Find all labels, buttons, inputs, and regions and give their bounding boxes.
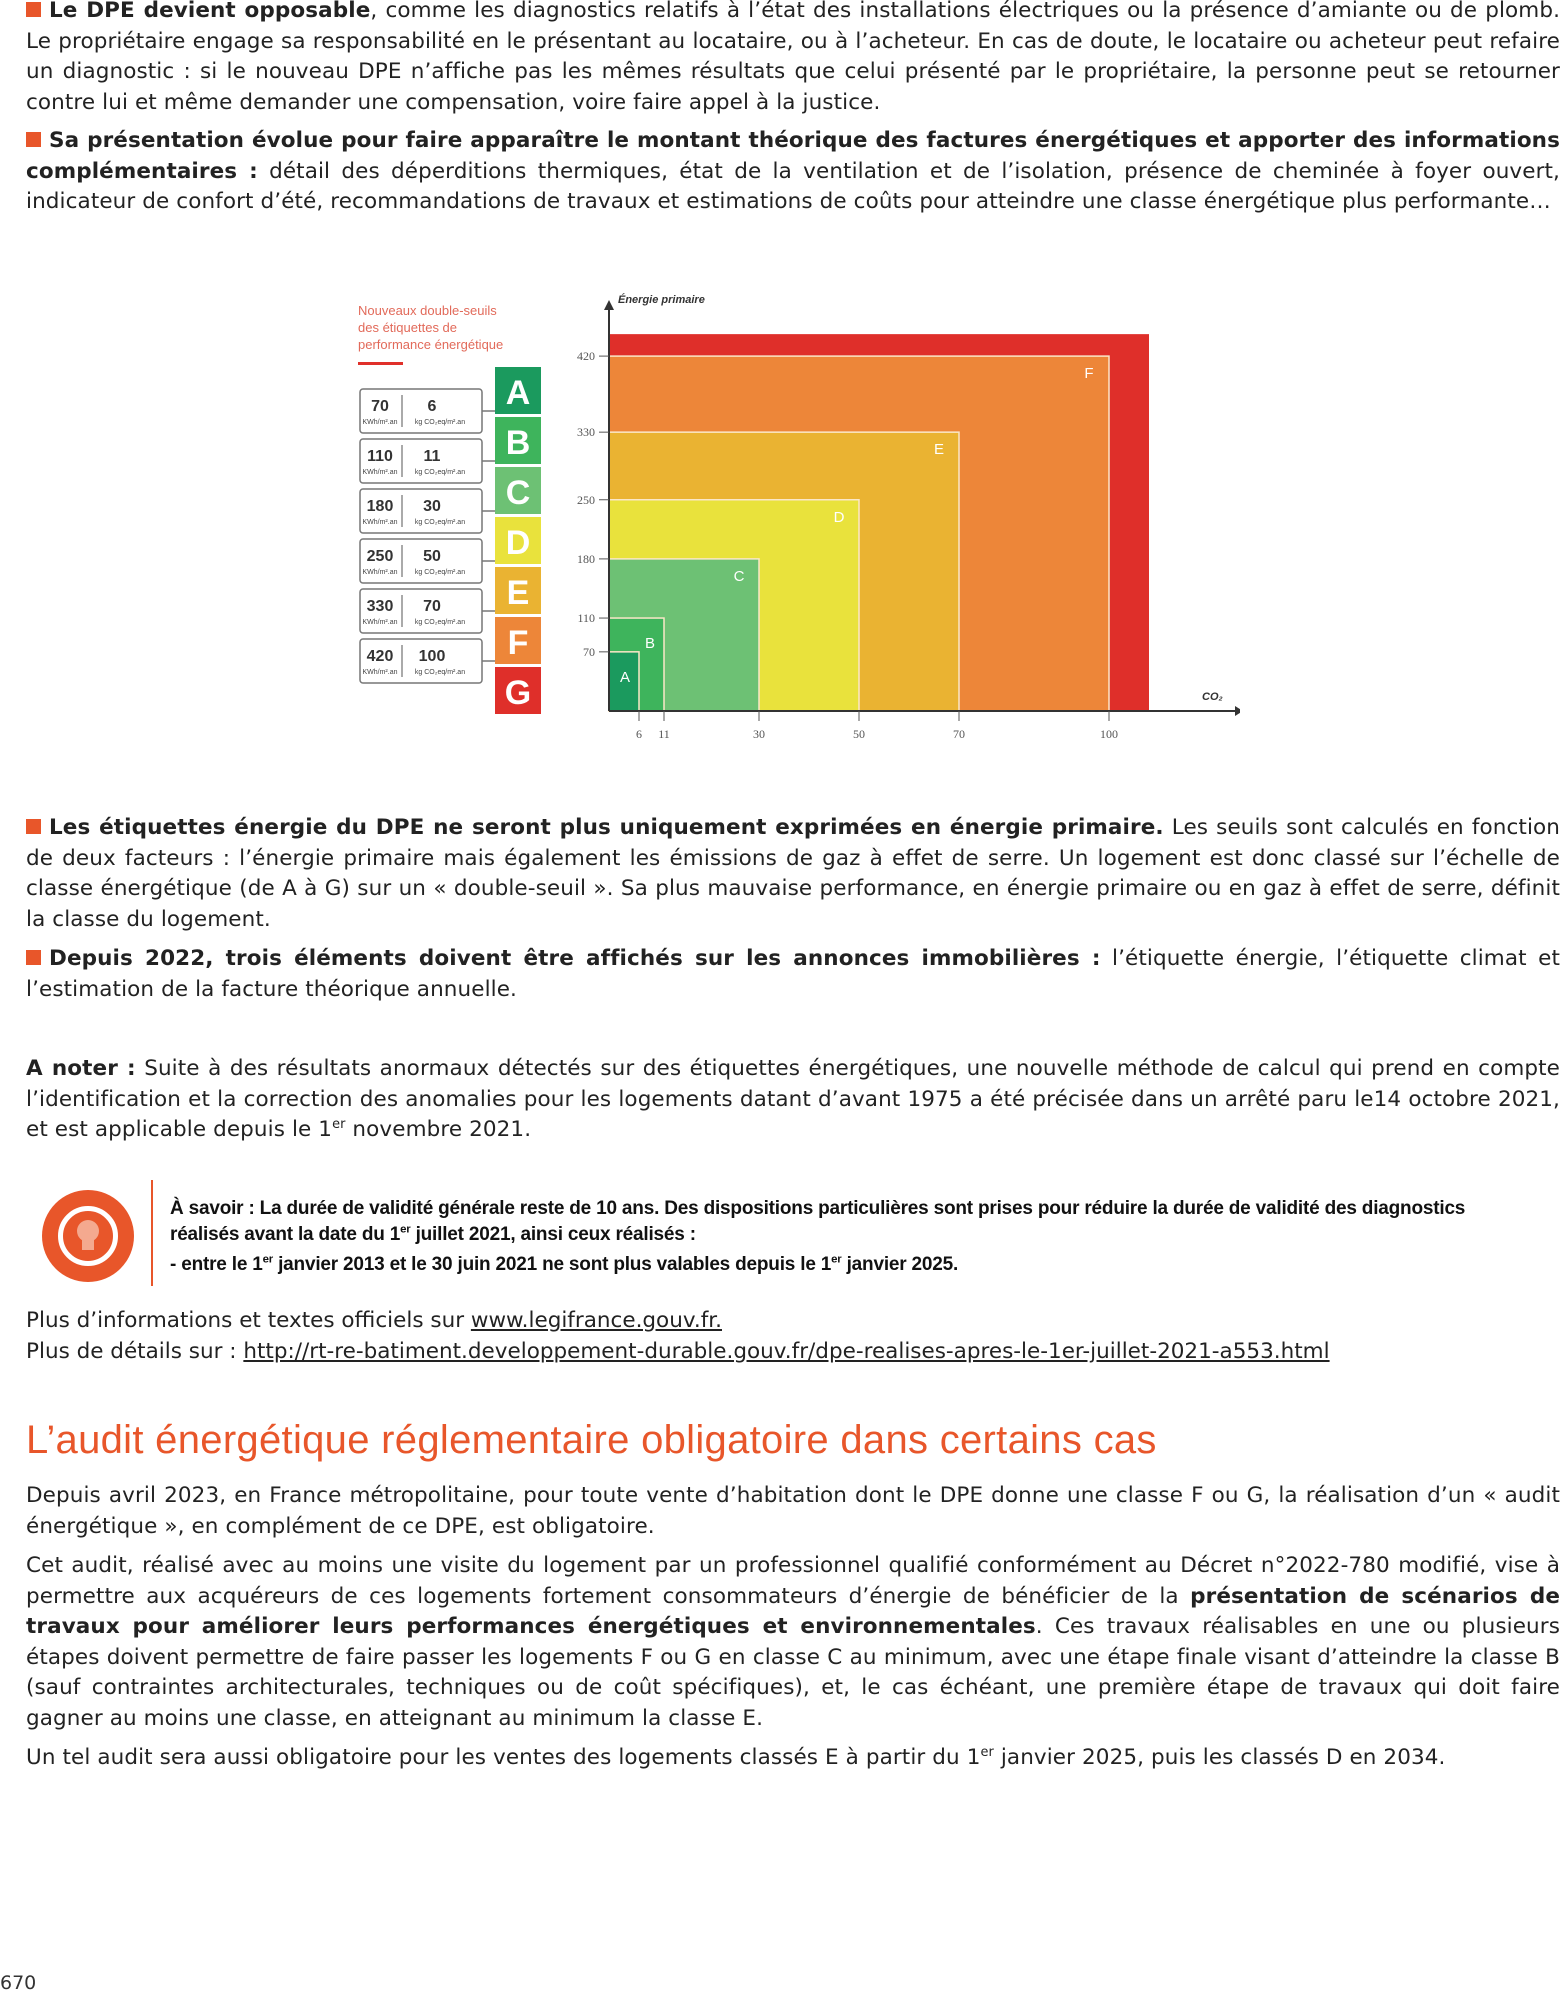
bullet-square-icon: [26, 950, 41, 965]
energy-unit: KWh/m².an: [362, 569, 398, 576]
co2-threshold: 100: [418, 648, 446, 665]
audit-paragraph: Depuis avril 2023, en France métropolitaine, pour toute vente d’habitation dont le DPE donne une classe F ou G, la réalisation d’un « audit énergétique », en complément de ce DPE, est obligatoire.: [26, 1483, 1560, 1539]
area-label-C: C: [733, 567, 745, 585]
x-tick-label: 11: [658, 727, 670, 741]
divider: [151, 1180, 153, 1286]
area-label-B: B: [644, 635, 656, 653]
x-tick-label: 6: [636, 727, 642, 741]
bullet-square-icon: [26, 2, 41, 17]
co2-threshold: 50: [423, 548, 441, 565]
energy-unit: KWh/m².an: [362, 519, 398, 526]
a-savoir-box: [40, 1180, 1520, 1286]
section-heading: L’audit énergétique réglementaire obligatoire dans certains cas: [26, 1418, 1157, 1462]
y-tick-label: 330: [577, 425, 595, 440]
legifrance-link[interactable]: www.legifrance.gouv.fr.: [470, 1308, 722, 1333]
audit-paragraph: Cet audit, réalisé avec au moins une visite du logement par un professionnel qualifié conformément au Décret n°2022-780 modifié, vise à permettre aux acquéreurs de ces logements fortement consommateurs d’énergie de bénéficier de la présentation de scénarios de travaux pour améliorer leurs performances énergétiques et environnementales. Ces travaux réalisables en une ou plusieurs étapes doivent permettre de faire passer les logements F ou G en classe C au minimum, avec une étape finale visant d’atteindre la classe B (sauf contraintes architecturales, techniques ou de coût spécifiques), et, le cas échéant, une première étape de travaux qui doit faire gagner au moins une classe, en atteignant au minimum la classe E.: [26, 1553, 1560, 1731]
legend-title: des étiquettes de: [358, 320, 458, 335]
co2-threshold: 6: [427, 398, 437, 415]
y-tick-label: 70: [583, 644, 595, 659]
energy-unit: KWh/m².an: [362, 669, 398, 676]
y-tick-label: 180: [577, 551, 595, 566]
paragraph-a-noter: A noter : Suite à des résultats anormaux détectés sur des étiquettes énergétiques, une nouvelle méthode de calcul qui prend en compte l’identification et la correction des anomalies pour les logements datant d’avant 1975 a été précisée dans un arrêté paru le14 octobre 2021, et est applicable depuis le 1er novembre 2021.: [26, 1056, 1560, 1142]
legend-title: performance énergétique: [358, 337, 504, 352]
page-number: 670: [0, 1972, 37, 1994]
dpe-double-threshold-chart: [340, 290, 1240, 760]
energy-threshold: 110: [367, 448, 393, 465]
co2-unit: kg CO₂eq/m².an: [414, 419, 466, 426]
more-info-links: Plus d’informations et textes officiels sur www.legifrance.gouv.fr. Plus de détails sur : http://rt-re-batiment.developpement-durable.gouv.fr/dpe-realises-apres-le-1er-juillet-2021-a553.html: [26, 1308, 1330, 1364]
area-label-A: A: [619, 668, 631, 686]
legend-title: Nouveaux double-seuils: [358, 303, 497, 318]
x-tick-label: 30: [753, 727, 765, 741]
energy-threshold: 330: [366, 598, 394, 615]
area-label-F: F: [1084, 365, 1094, 383]
energy-unit: KWh/m².an: [362, 469, 398, 476]
co2-unit: kg CO₂eq/m².an: [414, 519, 466, 526]
energy-unit: KWh/m².an: [362, 619, 398, 626]
area-label-E: E: [933, 441, 945, 459]
co2-threshold: 11: [423, 448, 441, 465]
audit-section: [26, 1481, 1560, 1783]
energy-threshold: 420: [366, 648, 394, 665]
co2-threshold: 30: [423, 498, 441, 515]
energy-unit: KWh/m².an: [362, 419, 398, 426]
paragraph-annonces: Depuis 2022, trois éléments doivent être affichés sur les annonces immobilières : l’étiquette énergie, l’étiquette climat et l’estimation de la facture théorique annuelle.: [26, 946, 1560, 1002]
bullet-square-icon: [26, 132, 41, 147]
class-badge-letter: D: [505, 524, 531, 562]
co2-unit: kg CO₂eq/m².an: [414, 469, 466, 476]
y-axis-arrow-icon: [604, 300, 614, 310]
area-label-G: G: [1155, 343, 1167, 361]
y-tick-label: 250: [577, 492, 595, 507]
class-badge-letter: B: [505, 424, 531, 462]
x-axis-arrow-icon: [1235, 706, 1240, 716]
class-badge-letter: F: [507, 624, 529, 662]
co2-unit: kg CO₂eq/m².an: [414, 619, 466, 626]
paragraph-etiquettes: Les étiquettes énergie du DPE ne seront plus uniquement exprimées en énergie primaire. Les seuils sont calculés en fonction de deux facteurs : l’énergie primaire mais également les émissions de gaz à effet de serre. Un logement est donc classé sur l’échelle de classe énergétique (de A à G) sur un « double-seuil ». Sa plus mauvaise performance, en énergie primaire ou en gaz à effet de serre, définit la classe du logement.: [26, 815, 1560, 932]
co2-unit: kg CO₂eq/m².an: [414, 569, 466, 576]
lightbulb-icon: [42, 1190, 134, 1282]
co2-unit: kg CO₂eq/m².an: [414, 669, 466, 676]
area-label-D: D: [833, 508, 845, 526]
y-tick-label: 110: [577, 611, 595, 626]
rt-batiment-link[interactable]: http://rt-re-batiment.developpement-durable.gouv.fr/dpe-realises-apres-le-1er-juillet-2021-a553.html: [243, 1338, 1330, 1364]
paragraph-dpe-opposable: Le DPE devient opposable, comme les diagnostics relatifs à l’état des installations électriques ou la présence d’amiante ou de plomb. Le propriétaire engage sa responsabilité en le présentant au locataire, ou à l’acheteur. En cas de doute, le locataire ou acheteur peut refaire un diagnostic : si le nouveau DPE n’affiche pas les mêmes résultats que celui présenté par le propriétaire, la personne peut se retourner contre lui et même demander une compensation, voire faire appel à la justice.: [26, 0, 1560, 115]
audit-paragraph: Un tel audit sera aussi obligatoire pour les ventes des logements classés E à partir du 1er janvier 2025, puis les classés D en 2034.: [26, 1744, 1446, 1770]
class-badge-letter: C: [505, 474, 531, 512]
legend-underline: [358, 362, 403, 365]
x-tick-label: 50: [853, 727, 865, 741]
a-savoir-text: À savoir : La durée de validité générale reste de 10 ans. Des dispositions particulières sont prises pour réduire la durée de validité des diagnostics réalisés avant la date du 1er juillet 2021, ainsi ceux réalisés : - entre le 1er janvier 2013 et le 30 juin 2021 ne sont plus valables depuis le 1er janvier 2025.: [170, 1198, 1466, 1275]
y-tick-label: 420: [577, 349, 595, 364]
bullet-square-icon: [26, 819, 41, 834]
paragraph-presentation: Sa présentation évolue pour faire apparaître le montant théorique des factures énergétiques et apporter des informations complémentaires : détail des déperditions thermiques, état de la ventilation et de l’isolation, présence de cheminée à foyer ouvert, indicateur de confort d’été, recommandations de travaux et estimations de coûts pour atteindre une classe énergétique plus performante…: [26, 128, 1560, 214]
x-tick-label: 100: [1100, 727, 1118, 741]
energy-threshold: 70: [371, 398, 389, 415]
energy-threshold: 250: [366, 548, 394, 565]
class-badge-letter: A: [505, 374, 531, 412]
co2-threshold: 70: [423, 598, 441, 615]
x-axis-label: CO₂: [1202, 691, 1223, 703]
class-badge-letter: E: [506, 574, 530, 612]
x-tick-label: 70: [953, 727, 965, 741]
class-badge-letter: G: [504, 674, 532, 712]
y-axis-label: Énergie primaire: [618, 294, 705, 306]
energy-threshold: 180: [366, 498, 394, 515]
